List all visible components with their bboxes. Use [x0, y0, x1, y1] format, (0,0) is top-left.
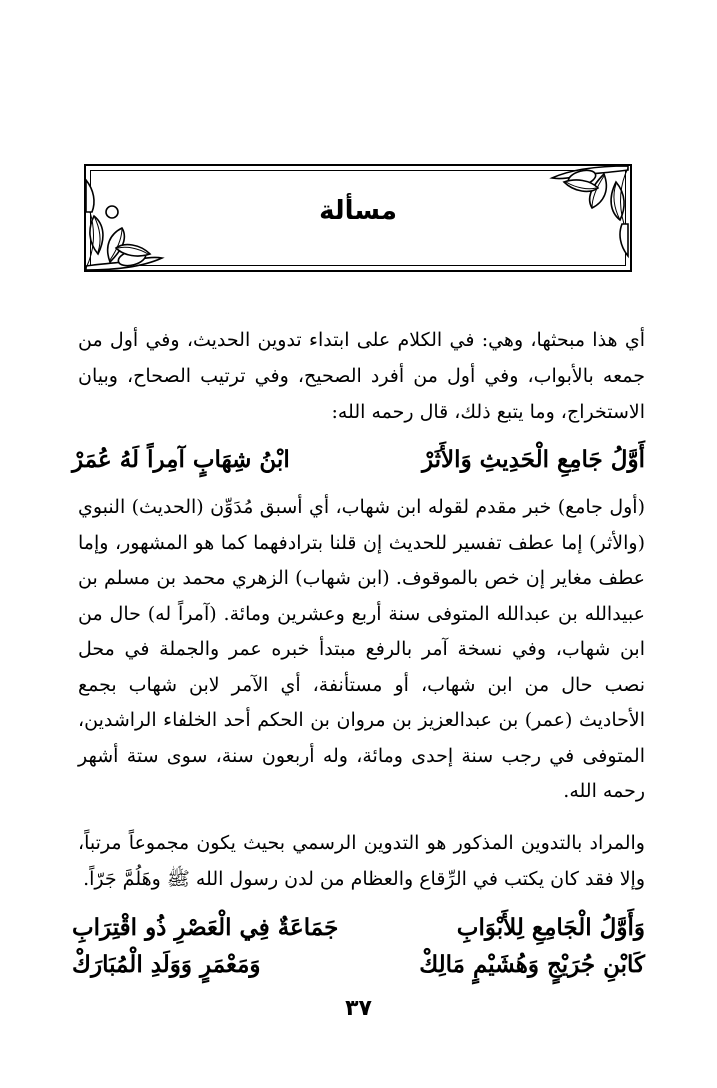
verse-1-first-hemistich: أَوَّلُ جَامِعِ الْحَدِيثِ وَالأَثَرْ	[421, 446, 645, 473]
verse-3-second-hemistich: وَمَعْمَرٍ وَوَلَدِ الْمُبَارَكْ	[72, 951, 261, 978]
verse-2-second-hemistich: جَمَاعَةٌ فِي الْعَصْرِ ذُو اقْتِرَابِ	[72, 914, 339, 941]
section-header-frame	[84, 164, 632, 272]
verse-line-1	[72, 440, 645, 480]
verse-2-first-hemistich: وَأَوَّلُ الْجَامِعِ لِلأَبْوَابِ	[456, 914, 645, 941]
verse-line-3	[72, 945, 645, 985]
verse-1-second-hemistich: ابْنُ شِهَابٍ آمِراً لَهُ عُمَرْ	[72, 446, 290, 473]
intro-paragraph: أي هذا مبحثها، وهي: في الكلام على ابتداء تدوين الحديث، وفي أول من جمعه بالأبواب، وفي أول من أفرد الصحيح، وفي ترتيب الصحاح، وبيان الاستخراج، وما يتبع ذلك، قال رحمه الله:	[78, 329, 645, 423]
verse-3-first-hemistich: كَابْنِ جُرَيْجٍ وَهُشَيْمٍ مَالِكْ	[419, 951, 645, 978]
explanation-paragraph: والمراد بالتدوين المذكور هو التدوين الرسمي بحيث يكون مجموعاً مرتباً، وإلا فقد كان يكتب في الرِّقاع والعظام من لدن رسول الله ﷺ وهَلُمَّ جَرّاً.	[78, 832, 645, 890]
verse-line-2	[72, 908, 645, 948]
section-title: مسألة	[319, 196, 397, 226]
commentary-paragraph: (أول جامع) خبر مقدم لقوله ابن شهاب، أي أسبق مُدَوِّن (الحديث) النبوي (والأثر) إما عطف تفسير للحديث إن قلنا بترادفهما كما هو المشهور، وإما عطف مغاير إن خص بالموقوف. (ابن شهاب) الزهري محمد بن مسلم بن عبيدالله بن عبدالله المتوفى سنة أربع وعشرين ومائة. (آمراً له) حال من ابن شهاب، وفي نسخة آمر بالرفع مبتدأ خبره عمر والجملة في محل نصب حال من ابن شهاب، أو مستأنفة، أي الآمر لابن شهاب بجمع الأحاديث (عمر) بن عبدالعزيز بن مروان بن الحكم أحد الخلفاء الراشدين، المتوفى في رجب سنة إحدى ومائة، وله أربعون سنة، سوى ستة أشهر رحمه الله.	[78, 496, 645, 802]
page-number: ٣٧	[345, 996, 372, 1021]
